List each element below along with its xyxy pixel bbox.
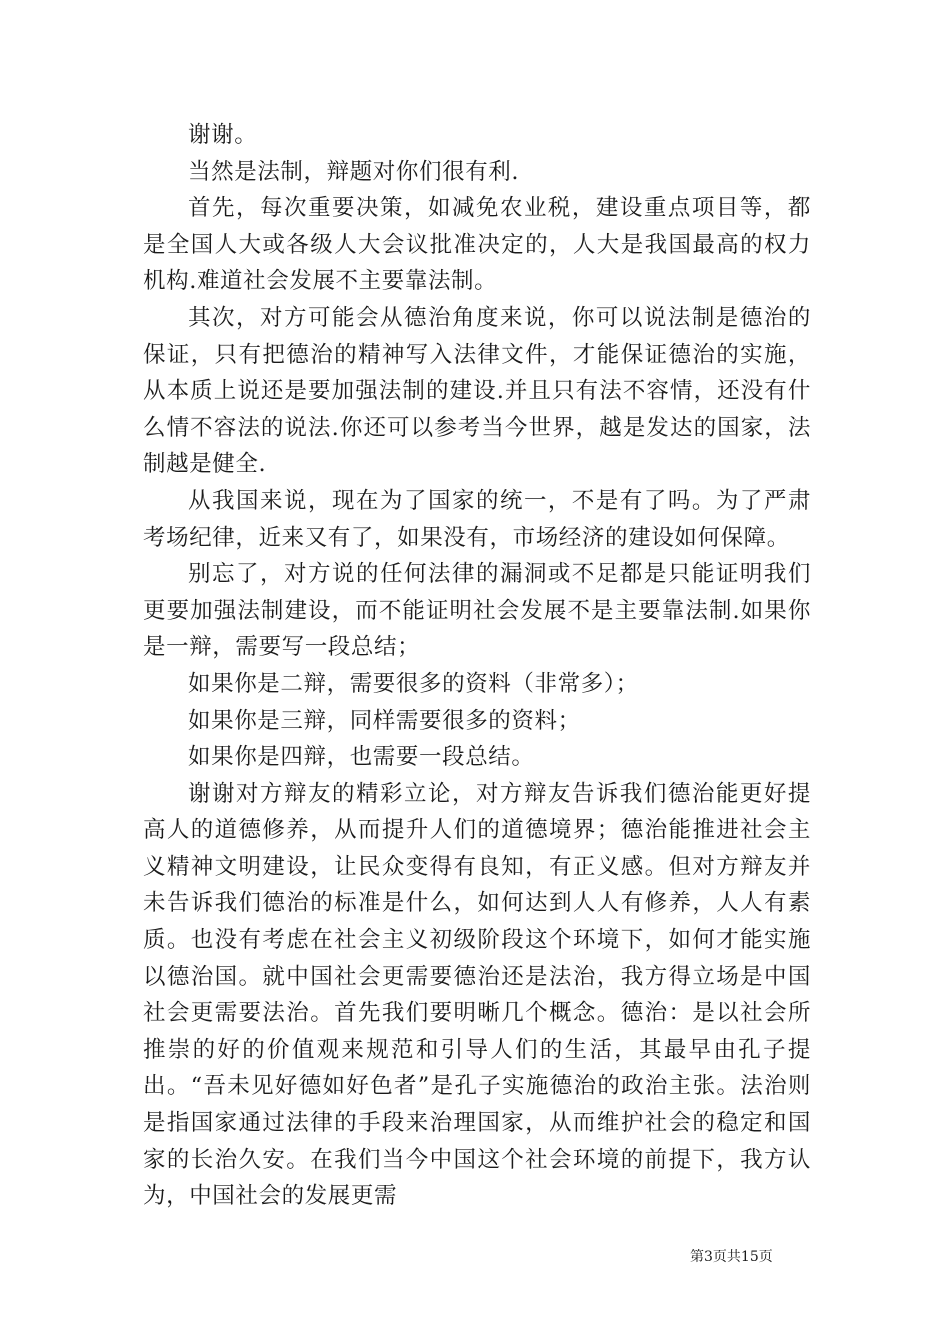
paragraph-reminder: 别忘了，对方说的任何法律的漏洞或不足都是只能证明我们更要加强法制建设，而不能证明社会发展不是主要靠法制.如果你是一辩，需要写一段总结； xyxy=(143,561,811,661)
paragraph-fourth-speaker: 如果你是四辩，也需要一段总结。 xyxy=(188,744,535,771)
paragraph-second-point: 其次，对方可能会从德治角度来说，你可以说法制是德治的保证，只有把德治的精神写入法律文件，才能保证德治的实施，从本质上说还是要加强法制的建设.并且只有法不容情，还没有什么情不容法的说法.你还可以参考当今世界，越是发达的国家，法制越是健全. xyxy=(143,304,811,478)
paragraph-thanks: 谢谢。 xyxy=(188,122,258,148)
paragraph-rebuttal: 谢谢对方辩友的精彩立论，对方辩友告诉我们德治能更好提高人的道德修养，从而提升人们的道德境界；德治能推进社会主义精神文明建设，让民众变得有良知，有正义感。但对方辩友并未告诉我们德治的标准是什么，如何达到人人有修养，人人有素质。也没有考虑在社会主义初级阶段这个环境下，如何才能实施以德治国。就中国社会更需要德治还是法治，我方得立场是中国社会更需要法治。首先我们要明晰几个概念。德治：是以社会所推崇的好的价值观来规范和引导人们的生活，其最早由孔子提出。“吾未见好德如好色者”是孔子实施德治的政治主张。法治则是指国家通过法律的手段来治理国家，从而维护社会的稳定和国家的长治久安。在我们当今中国这个社会环境的前提下，我方认为，中国社会的发展更需 xyxy=(143,780,811,1210)
document-body xyxy=(143,117,811,1215)
page-number-footer: 第3页共15页 xyxy=(690,1249,773,1265)
paragraph-intro: 当然是法制，辩题对你们很有利. xyxy=(188,158,520,185)
paragraph-third-speaker: 如果你是三辩，同样需要很多的资料； xyxy=(188,707,581,734)
paragraph-first-point: 首先，每次重要决策，如减免农业税，建设重点项目等，都是全国人大或各级人大会议批准决定的，人大是我国最高的权力机构.难道社会发展不主要靠法制。 xyxy=(143,195,811,295)
paragraph-national-view: 从我国来说，现在为了国家的统一，不是有了吗。为了严肃考场纪律，近来又有了，如果没有，市场经济的建设如何保障。 xyxy=(143,487,811,551)
paragraph-second-speaker: 如果你是二辩，需要很多的资料（非常多）； xyxy=(188,670,639,697)
